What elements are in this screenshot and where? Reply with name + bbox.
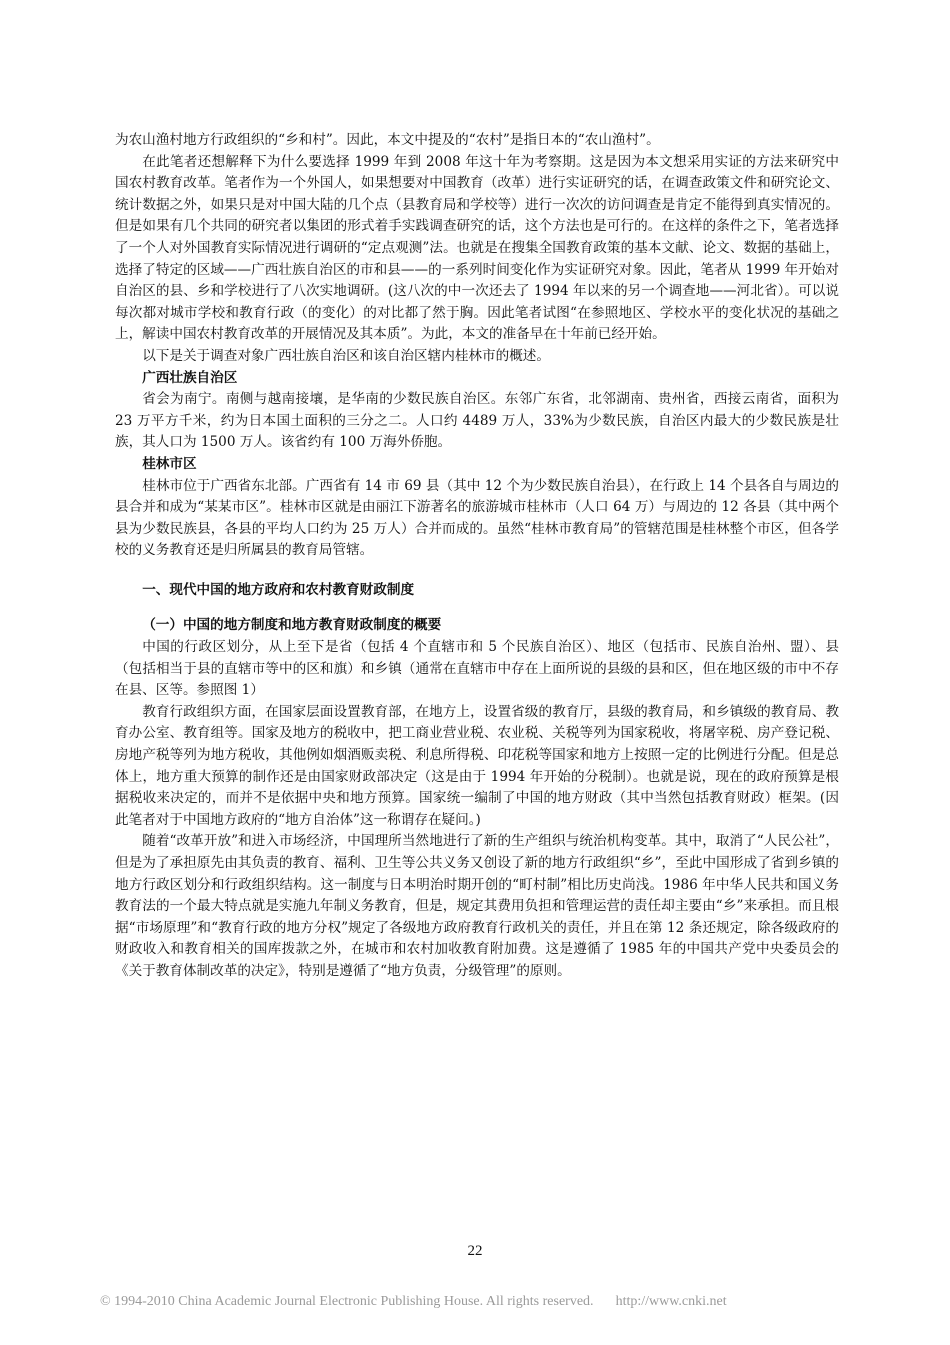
admin-division-paragraph: 中国的行政区划分，从上至下是省（包括 4 个直辖市和 5 个民族自治区）、地区（包括市、民族自治州、盟）、县（包括相当于县的直辖市等中的区和旗）和乡镇（通常在直辖市中存在上面所说的县级的县和区，但在地区级的市中不存在县、区等。参照图 1） — [115, 639, 839, 699]
guangxi-paragraph: 省会为南宁。南侧与越南接壤，是华南的少数民族自治区。东邻广东省，北邻湖南、贵州省，西接云南省，面积为 23 万平方千米，约为日本国土面积的三分之二。人口约 4489 万人，33%为少数民族，自治区内最大的少数民族是壮族，其人口为 1500 万人。该省约有 100 万海外侨胞。 — [115, 391, 839, 451]
copyright-notice: © 1994-2010 China Academic Journal Electronic Publishing House. All rights reserved. — [100, 1294, 594, 1309]
reform-paragraph: 随着“改革开放”和进入市场经济，中国理所当然地进行了新的生产组织与统治机构变革。其中，取消了“人民公社”，但是为了承担原先由其负责的教育、福利、卫生等公共义务又创设了新的地方行政组织“乡”，至此中国形成了省到乡镇的地方行政区划分和行政组织结构。这一制度与日本明治时期开创的“町村制”相比历史尚浅。1986 年中华人民共和国义务教育法的一个最大特点就是实施九年制义务教育，但是，规定其费用负担和管理运营的责任却主要由“乡”来承担。而且根据“市场原理”和“教育行政的地方分权”规定了各级地方政府教育行政机关的责任，并且在第 12 条还规定，除各级政府的财政收入和教育相关的国库拨款之外，在城市和农村加收教育附加费。这是遵循了 1985 年的中国共产党中央委员会的《关于教育体制改革的决定》，特别是遵循了“地方负责，分级管理”的原则。 — [115, 833, 839, 979]
page-number: 22 — [467, 1243, 483, 1259]
guilin-heading: 桂林市区 — [142, 455, 197, 472]
guangxi-heading: 广西壮族自治区 — [142, 369, 238, 386]
education-admin-paragraph: 教育行政组织方面，在国家层面设置教育部，在地方上，设置省级的教育厅，县级的教育局，和乡镇级的教育局、教育办公室、教育组等。国家及地方的税收中，把工商业营业税、农业税、关税等列为国家税收，将屠宰税、房产登记税、房地产税等列为地方税收，其他例如烟酒贩卖税、利息所得税、印花税等国家和地方上按照一定的比例进行分配。但是总体上，地方重大预算的制作还是由国家财政部决定（这是由于 1994 年开始的分税制）。也就是说，现在的政府预算是根据税收来决定的，而并不是依据中央和地方预算。国家统一编制了中国的地方财政（其中当然包括教育财政）框架。(因此笔者对于中国地方政府的“地方自治体”这一称谓存在疑问。) — [115, 703, 839, 828]
footer — [100, 1294, 727, 1310]
guilin-paragraph: 桂林市位于广西省东北部。广西省有 14 市 69 县（其中 12 个为少数民族自治县），在行政上 14 个县各自与周边的县合并和成为“某某市区”。桂林市区就是由丽江下游著名的旅游城市桂林市（人口 64 万）与周边的 12 各县（其中两个县为少数民族县，各县的平均人口约为 25 万人）合并而成的。虽然“桂林市教育局”的管辖范围是桂林整个市区，但各学校的义务教育还是归所属县的教育局管辖。 — [115, 477, 839, 559]
document-body — [115, 130, 839, 983]
subsection-title: （一）中国的地方制度和地方教育财政制度的概要 — [142, 617, 442, 634]
intro-paragraph-continuation: 为农山渔村地方行政组织的“乡和村”。因此，本文中提及的“农村”是指日本的“农山渔村”。 — [115, 132, 660, 148]
footer-url[interactable]: http://www.cnki.net — [615, 1294, 727, 1309]
overview-intro-paragraph: 以下是关于调查对象广西壮族自治区和该自治区辖内桂林市的概述。 — [142, 347, 550, 364]
section-title: 一、现代中国的地方政府和农村教育财政制度 — [142, 581, 415, 598]
study-period-paragraph: 在此笔者还想解释下为什么要选择 1999 年到 2008 年这十年为考察期。这是因为本文想采用实证的方法来研究中国农村教育改革。笔者作为一个外国人，如果想要对中国教育（改革）进行实证研究的话，在调查政策文件和研究论文、统计数据之外，如果只是对中国大陆的几个点（县教育局和学校等）进行一次次的访问调查是肯定不能得到真实情况的。但是如果有几个共同的研究者以集团的形式着手实践调查研究的话，这个方法也是可行的。在这样的条件之下，笔者选择了一个人对外国教育实际情况进行调研的“定点观测”法。也就是在搜集全国教育政策的基本文献、论文、数据的基础上，选择了特定的区域——广西壮族自治区的市和县——的一系列时间变化作为实证研究对象。因此，笔者从 1999 年开始对自治区的县、乡和学校进行了八次实地调研。(这八次的中一次还去了 1994 年以来的另一个调查地——河北省）。可以说每次都对城市学校和教育行政（的变化）的对比都了然于胸。因此笔者试图“在参照地区、学校水平的变化状况的基础之上，解读中国农村教育改革的开展情况及其本质”。为此，本文的准备早在十年前已经开始。 — [115, 153, 839, 343]
